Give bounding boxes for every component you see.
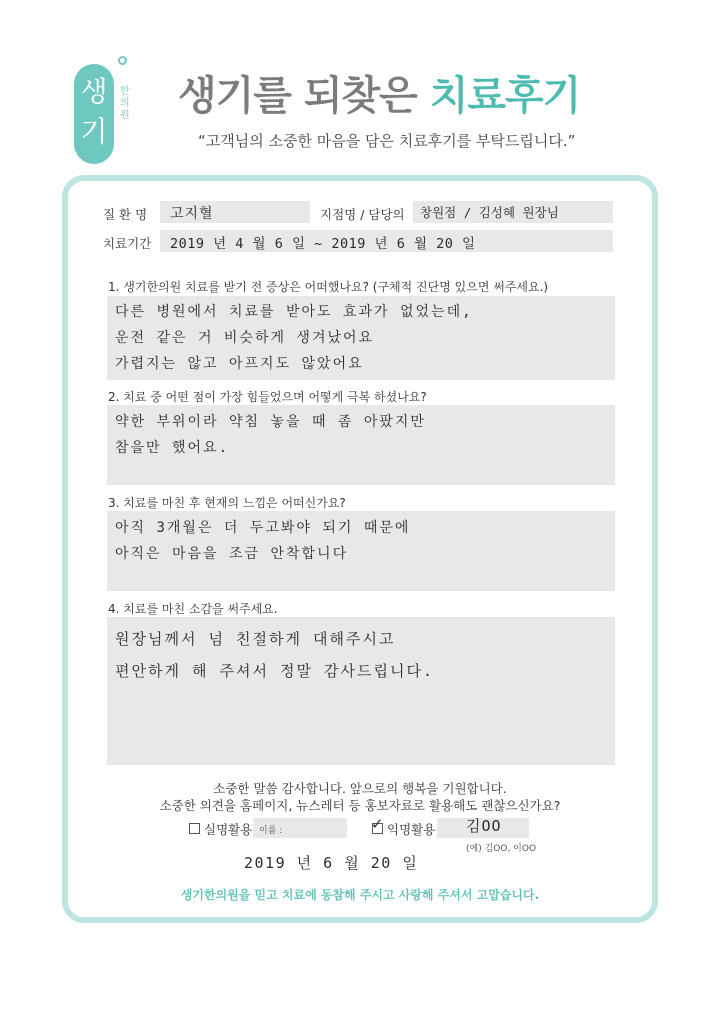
name-label: 이름 : bbox=[259, 826, 283, 836]
real-name-checkbox[interactable] bbox=[189, 823, 200, 834]
answer-2-line-1: 약한 부위이라 약침 놓을 때 좀 아팠지만 bbox=[115, 414, 426, 430]
page-subtitle: “고객님의 소중한 마음을 담은 치료후기를 부탁드립니다.” bbox=[198, 132, 576, 150]
question-2-label: 2. 치료 중 어떤 점이 가장 힘들었으며 어떻게 극복 하셨나요? bbox=[108, 390, 427, 404]
example-text: (예) 김OO, 이OO bbox=[466, 844, 537, 854]
date-value: 2019 년 6 월 20 일 bbox=[244, 854, 419, 872]
branch-value: 창원점 / 김성혜 원장님 bbox=[420, 205, 559, 220]
question-4-answer[interactable] bbox=[107, 617, 615, 765]
real-name-label: 실명활용 bbox=[204, 822, 253, 837]
question-4-label: 4. 치료를 마친 소감을 써주세요. bbox=[108, 602, 278, 616]
title-accent: 치료후기 bbox=[429, 73, 581, 119]
answer-3-line-2: 아직은 마음을 조금 안착합니다 bbox=[115, 546, 349, 562]
question-3-label: 3. 치료를 마친 후 현재의 느낌은 어떠신가요? bbox=[108, 496, 346, 510]
disease-value: 고지혈 bbox=[170, 206, 214, 222]
answer-1-line-1: 다른 병원에서 치료를 받아도 효과가 없었는데, bbox=[115, 304, 473, 320]
footer-message: 생기한의원을 믿고 치료에 동참해 주시고 사랑해 주셔서 고맙습니다. bbox=[180, 888, 540, 902]
logo-main-text: 생기 bbox=[80, 75, 108, 148]
question-1-answer[interactable] bbox=[107, 296, 615, 380]
answer-3-line-1: 아직 3개월은 더 두고봐야 되기 때문에 bbox=[115, 520, 411, 536]
answer-1-line-2: 운전 같은 거 비슷하게 생겨났어요 bbox=[115, 330, 375, 346]
anonymous-label: 익명활용 bbox=[387, 822, 436, 837]
answer-4-line-2: 편안하게 해 주셔서 정말 감사드립니다. bbox=[115, 662, 434, 680]
logo-sub-text: 한의원 bbox=[120, 86, 130, 121]
answer-1-line-3: 가렵지는 않고 아프지도 않았어요 bbox=[115, 356, 364, 372]
thanks-line-2: 소중한 의견을 홈페이지, 뉴스레터 등 홍보자료로 활용해도 괜찮으신가요? bbox=[159, 798, 561, 813]
anonymous-value: 김OO bbox=[466, 817, 502, 835]
title-prefix: 생기를 되찾은 bbox=[178, 73, 430, 119]
answer-4-line-1: 원장님께서 넘 친절하게 대해주시고 bbox=[115, 630, 396, 648]
period-value: 2019 년 4 월 6 일 ~ 2019 년 6 월 20 일 bbox=[170, 236, 476, 252]
check-mark-icon: ✓ bbox=[371, 815, 384, 833]
thanks-line-1: 소중한 말씀 감사합니다. 앞으로의 행복을 기원합니다. bbox=[213, 781, 507, 796]
question-2-answer[interactable] bbox=[107, 405, 615, 485]
question-3-answer[interactable] bbox=[107, 511, 615, 591]
branch-label: 지점명 / 담당의 bbox=[320, 207, 405, 222]
disease-label: 질 환 명 bbox=[103, 207, 148, 222]
clinic-logo bbox=[66, 56, 146, 166]
page-title bbox=[178, 64, 580, 121]
answer-2-line-2: 참을만 했어요. bbox=[115, 440, 230, 456]
period-label: 치료기간 bbox=[103, 236, 152, 251]
question-1-label: 1. 생기한의원 치료를 받기 전 증상은 어떠했나요? (구체적 진단명 있으면 써주세요.) bbox=[108, 280, 549, 294]
logo-dot-icon bbox=[118, 56, 127, 65]
